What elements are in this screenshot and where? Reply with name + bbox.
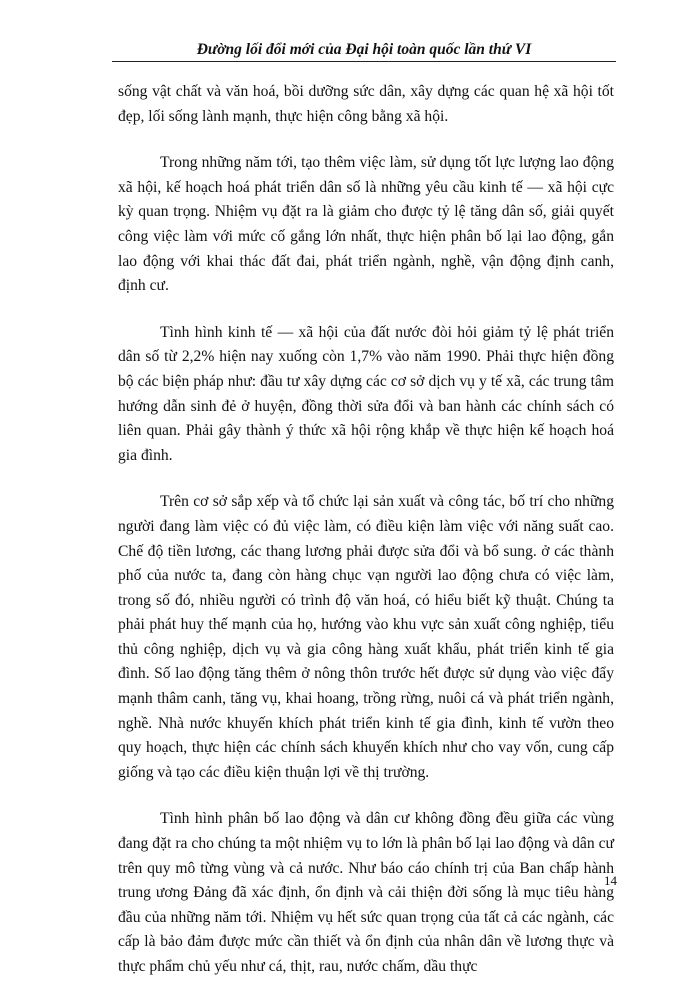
running-header: Đường lối đổi mới của Đại hội toàn quốc lần thứ VI [196,41,532,58]
paragraph-labor-distribution: Tình hình phân bố lao động và dân cư không đồng đều giữa các vùng đang đặt ra cho chúng ta một nhiệm vụ to lớn là phân bố lại lao động và dân cư trên quy mô từng vùng và cả nước. Như báo cáo chính trị của Ban chấp hành trung ương Đảng đã xác định, ổn định và cải thiện đời sống là mục tiêu hàng đầu của những năm tới. Nhiệm vụ hết sức quan trọng của tất cả các ngành, các cấp là bảo đảm được mức cần thiết và ổn định của nhân dân về lương thực và thực phẩm chủ yếu như cá, thịt, rau, nước chấm, dầu thực [118,810,614,975]
paragraph-population-growth: Tình hình kinh tế — xã hội của đất nước đòi hỏi giảm tỷ lệ phát triển dân số từ 2,2% hiện nay xuống còn 1,7% vào năm 1990. Phải thực hiện đồng bộ các biện pháp như: đầu tư xây dựng các cơ sở dịch vụ y tế xã, các trung tâm hướng dẫn sinh đẻ ở huyện, đồng thời sửa đổi và ban hành các chính sách có liên quan. Phải gây thành ý thức xã hội rộng khắp về thực hiện kế hoạch hoá gia đình. [118,323,614,464]
paragraph-employment-population: Trong những năm tới, tạo thêm việc làm, sử dụng tốt lực lượng lao động xã hội, kế hoạch hoá phát triển dân số là những yêu cầu kinh tế — xã hội cực kỳ quan trọng. Nhiệm vụ đặt ra là giảm cho được tỷ lệ tăng dân số, giải quyết công việc làm với mức cố gắng lớn nhất, thực hiện phân bố lại lao động, gắn lao động với khai thác đất đai, phát triển ngành, nghề, vận động định canh, định cư. [118,154,614,295]
body-text [118,80,614,1002]
paragraph-labor-organization: Trên cơ sở sắp xếp và tổ chức lại sản xuất và công tác, bố trí cho những người đang làm việc có đủ việc làm, có điều kiện làm việc với năng suất cao. Chế độ tiền lương, các thang lương phải được sửa đổi và bổ sung. ở các thành phố của nước ta, đang còn hàng chục vạn người lao động chưa có việc làm, trong số đó, nhiều người có trình độ văn hoá, có hiểu biết kỹ thuật. Chúng ta phải phát huy thế mạnh của họ, hướng vào khu vực sản xuất công nghiệp, tiểu thủ công nghiệp, dịch vụ và gia công hàng xuất khẩu, phát triển kinh tế gia đình. Số lao động tăng thêm ở nông thôn trước hết được sử dụng vào việc đẩy mạnh thâm canh, tăng vụ, khai hoang, trồng rừng, nuôi cá và phát triển ngành, nghề. Nhà nước khuyến khích phát triển kinh tế gia đình, kinh tế vườn theo quy hoạch, thực hiện các chính sách khuyến khích như cho vay vốn, cung cấp giống và tạo các điều kiện thuận lợi về thị trường. [118,493,614,781]
page-number: 14 [604,873,617,888]
header-rule [112,61,616,62]
paragraph-continuation: sống vật chất và văn hoá, bồi dưỡng sức dân, xây dựng các quan hệ xã hội tốt đẹp, lối sống lành mạnh, thực hiện công bằng xã hội. [118,83,614,125]
